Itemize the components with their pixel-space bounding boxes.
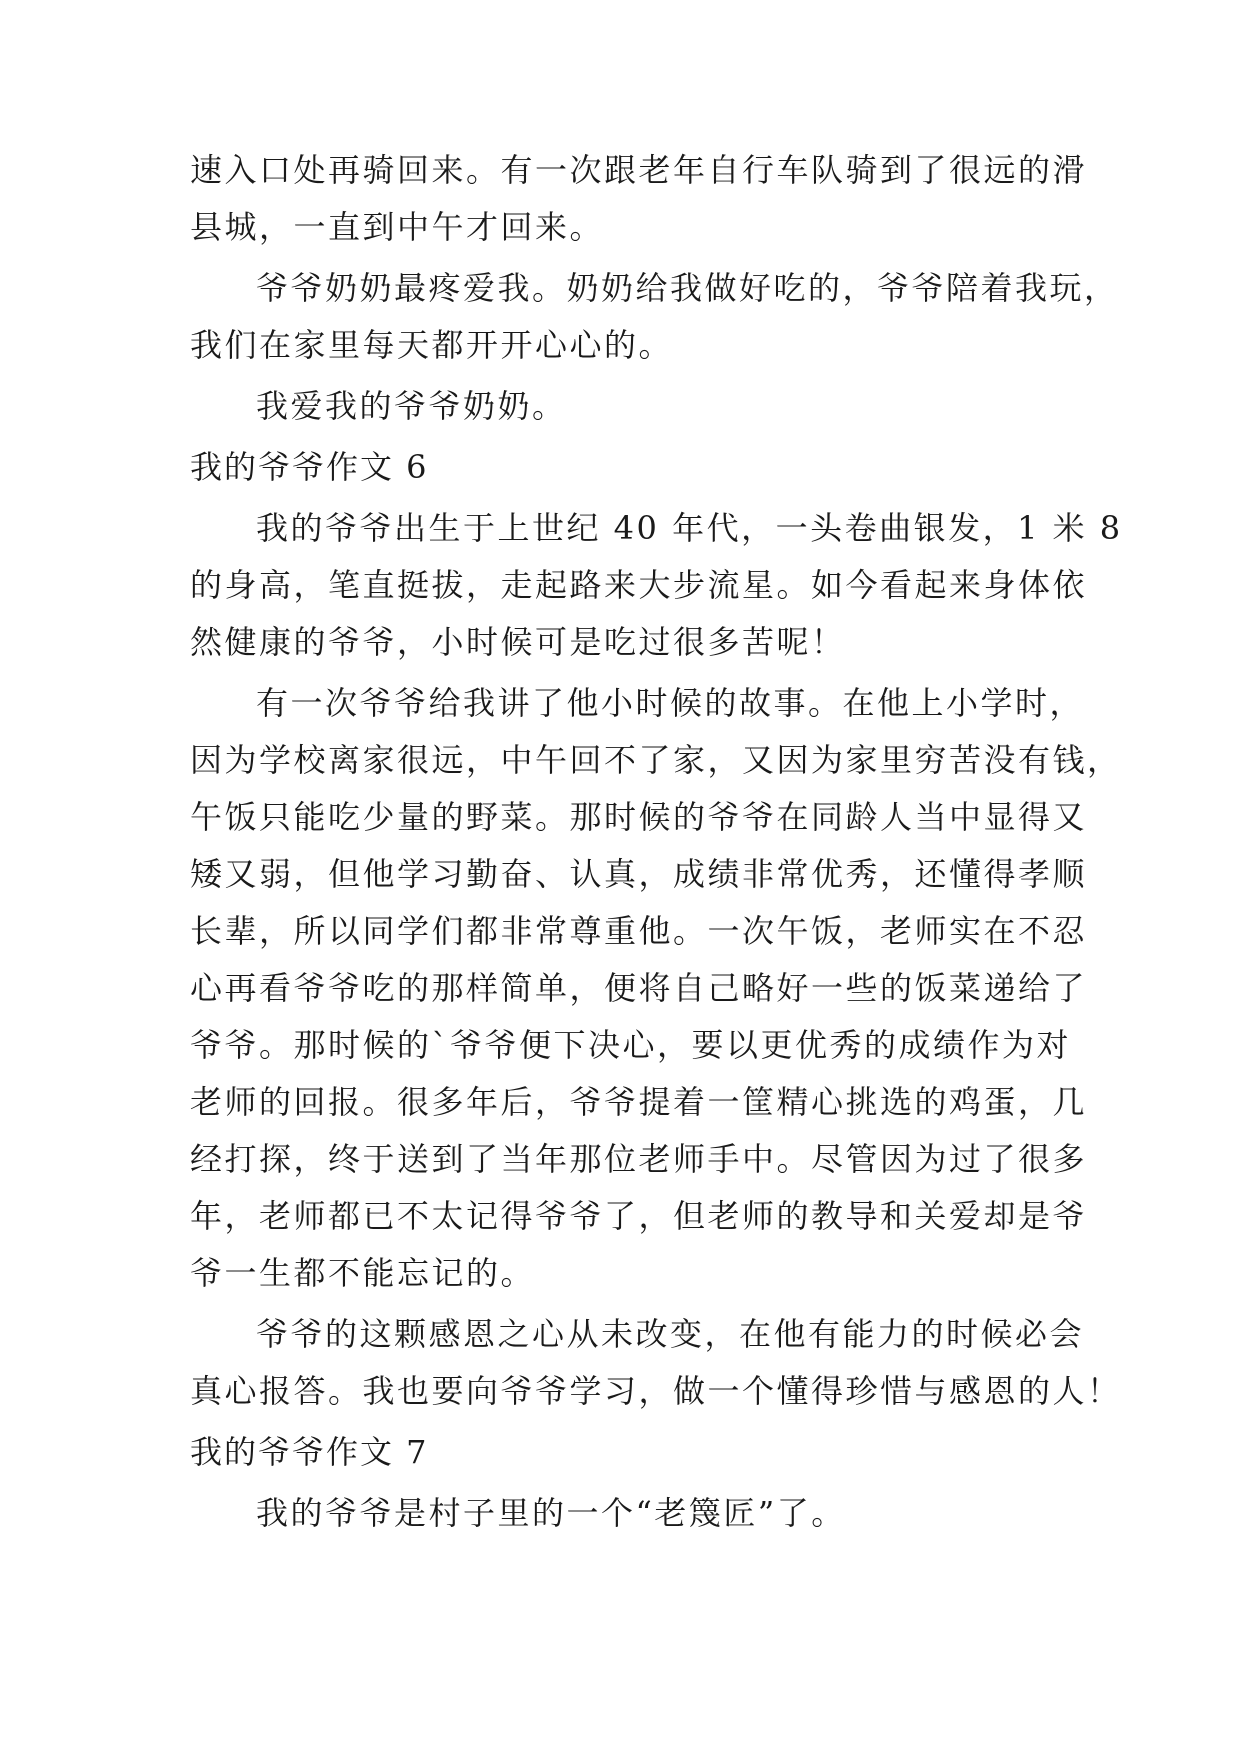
section-heading: 我的爷爷作文 7: [190, 1433, 429, 1471]
section-heading: 我的爷爷作文 6: [190, 448, 429, 486]
paragraph-line: 的身高，笔直挺拔，走起路来大步流星。如今看起来身体依: [190, 566, 1088, 604]
paragraph-line: 年，老师都已不太记得爷爷了，但老师的教导和关爱却是爷: [190, 1197, 1088, 1235]
paragraph-line: 我的爷爷是村子里的一个“老篾匠”了。: [256, 1494, 846, 1532]
paragraph-line: 爷爷。那时候的`爷爷便下决心，要以更优秀的成绩作为对: [190, 1026, 1072, 1064]
paragraph-line: 真心报答。我也要向爷爷学习，做一个懂得珍惜与感恩的人！: [190, 1372, 1122, 1410]
paragraph-line: 因为学校离家很远，中午回不了家，又因为家里穷苦没有钱，: [190, 741, 1122, 779]
paragraph-line: 爷一生都不能忘记的。: [190, 1254, 536, 1292]
paragraph-line: 我爱我的爷爷奶奶。: [256, 387, 567, 425]
paragraph-line: 长辈，所以同学们都非常尊重他。一次午饭，老师实在不忍: [190, 912, 1088, 950]
paragraph-line: 速入口处再骑回来。有一次跟老年自行车队骑到了很远的滑: [190, 151, 1088, 189]
paragraph-line: 老师的回报。很多年后，爷爷提着一筐精心挑选的鸡蛋，几: [190, 1083, 1088, 1121]
paragraph-line: 我的爷爷出生于上世纪 40 年代，一头卷曲银发，1 米 8: [256, 509, 1123, 547]
paragraph-line: 矮又弱，但他学习勤奋、认真，成绩非常优秀，还懂得孝顺: [190, 855, 1088, 893]
paragraph-line: 有一次爷爷给我讲了他小时候的故事。在他上小学时，: [256, 684, 1085, 722]
paragraph-line: 经打探，终于送到了当年那位老师手中。尽管因为过了很多: [190, 1140, 1088, 1178]
paragraph-line: 心再看爷爷吃的那样简单，便将自己略好一些的饭菜递给了: [190, 969, 1088, 1007]
paragraph-line: 爷爷奶奶最疼爱我。奶奶给我做好吃的，爷爷陪着我玩，: [256, 269, 1119, 307]
paragraph-line: 我们在家里每天都开开心心的。: [190, 326, 674, 364]
paragraph-line: 然健康的爷爷，小时候可是吃过很多苦呢！: [190, 623, 846, 661]
paragraph-line: 午饭只能吃少量的野菜。那时候的爷爷在同龄人当中显得又: [190, 798, 1088, 836]
paragraph-line: 县城，一直到中午才回来。: [190, 208, 605, 246]
paragraph-line: 爷爷的这颗感恩之心从未改变，在他有能力的时候必会: [256, 1315, 1085, 1353]
